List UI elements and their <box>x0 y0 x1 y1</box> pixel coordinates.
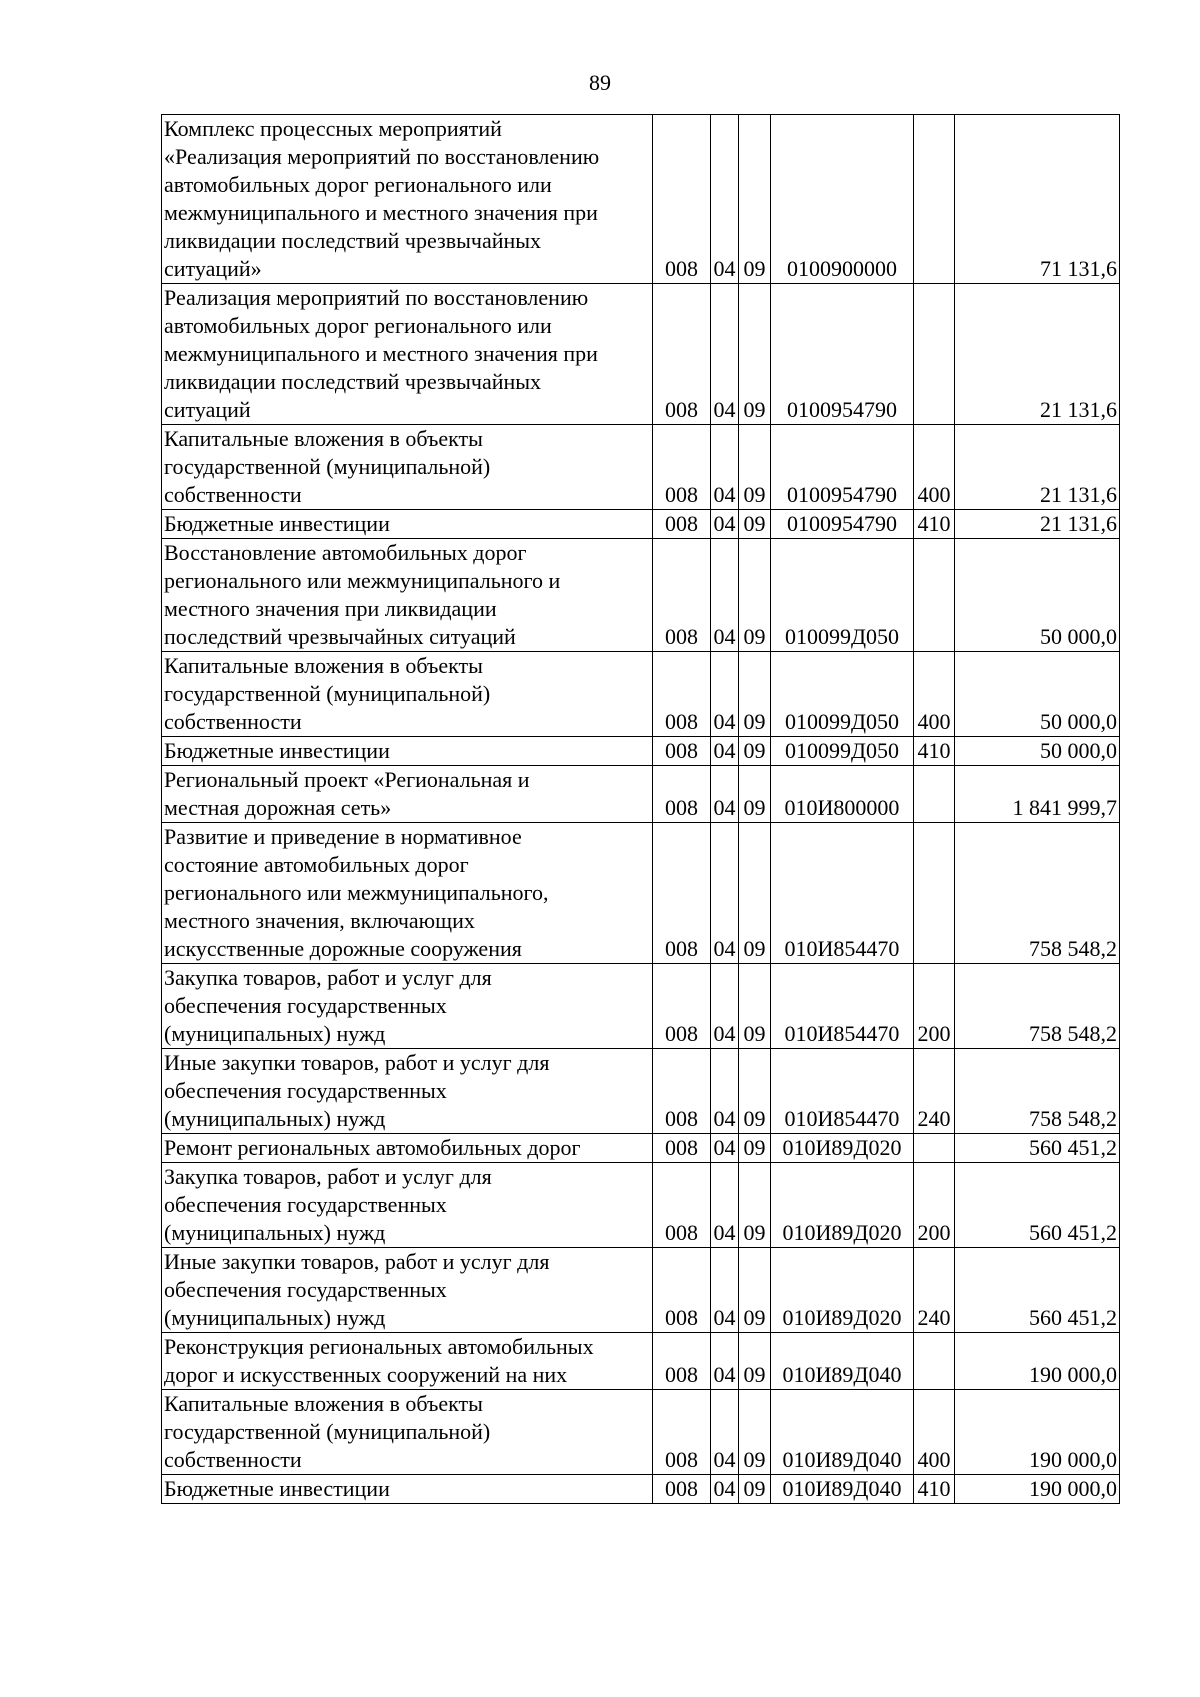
section-cell: 04 <box>711 284 739 425</box>
section-cell: 04 <box>711 510 739 539</box>
subsection-cell: 09 <box>739 1134 771 1163</box>
grbs-cell: 008 <box>653 425 711 510</box>
subsection-cell: 09 <box>739 1163 771 1248</box>
subsection-cell: 09 <box>739 284 771 425</box>
target-article-cell: 010И89Д040 <box>771 1475 914 1504</box>
target-article-cell: 010099Д050 <box>771 652 914 737</box>
page-number: 89 <box>589 70 611 95</box>
table-row <box>162 284 1120 425</box>
section-cell: 04 <box>711 1333 739 1390</box>
expense-type-cell: 400 <box>914 425 955 510</box>
grbs-cell: 008 <box>653 766 711 823</box>
target-article-cell: 0100954790 <box>771 284 914 425</box>
grbs-cell: 008 <box>653 1049 711 1134</box>
table-row <box>162 737 1120 766</box>
subsection-cell: 09 <box>739 539 771 652</box>
section-cell: 04 <box>711 1248 739 1333</box>
subsection-cell: 09 <box>739 115 771 284</box>
section-cell: 04 <box>711 1049 739 1134</box>
amount-cell: 560 451,2 <box>955 1248 1120 1333</box>
table-row <box>162 1049 1120 1134</box>
amount-cell: 560 451,2 <box>955 1163 1120 1248</box>
section-cell: 04 <box>711 823 739 964</box>
grbs-cell: 008 <box>653 1248 711 1333</box>
grbs-cell: 008 <box>653 115 711 284</box>
target-article-cell: 010И89Д020 <box>771 1134 914 1163</box>
subsection-cell: 09 <box>739 823 771 964</box>
expense-type-cell <box>914 823 955 964</box>
amount-cell: 21 131,6 <box>955 284 1120 425</box>
amount-cell: 758 548,2 <box>955 823 1120 964</box>
grbs-cell: 008 <box>653 1475 711 1504</box>
grbs-cell: 008 <box>653 737 711 766</box>
section-cell: 04 <box>711 1475 739 1504</box>
row-name-cell: Бюджетные инвестиции <box>162 737 653 766</box>
table-row <box>162 115 1120 284</box>
row-name-cell: Развитие и приведение в нормативное состояние автомобильных дорог регионального или межмуниципального, местного значения, включающих искусственные дорожные сооружения <box>162 823 653 964</box>
row-name-cell: Реализация мероприятий по восстановлению автомобильных дорог регионального или межмуниципального и местного значения при ликвидации последствий чрезвычайных ситуаций <box>162 284 653 425</box>
section-cell: 04 <box>711 1390 739 1475</box>
grbs-cell: 008 <box>653 823 711 964</box>
row-name-cell: Закупка товаров, работ и услуг для обеспечения государственных (муниципальных) нужд <box>162 1163 653 1248</box>
section-cell: 04 <box>711 1134 739 1163</box>
section-cell: 04 <box>711 652 739 737</box>
row-name-cell: Восстановление автомобильных дорог регионального или межмуниципального и местного значения при ликвидации последствий чрезвычайных ситуаций <box>162 539 653 652</box>
expense-type-cell <box>914 284 955 425</box>
grbs-cell: 008 <box>653 510 711 539</box>
grbs-cell: 008 <box>653 1390 711 1475</box>
expense-type-cell <box>914 115 955 284</box>
section-cell: 04 <box>711 737 739 766</box>
table-row <box>162 1475 1120 1504</box>
subsection-cell: 09 <box>739 964 771 1049</box>
amount-cell: 50 000,0 <box>955 737 1120 766</box>
subsection-cell: 09 <box>739 510 771 539</box>
subsection-cell: 09 <box>739 1390 771 1475</box>
subsection-cell: 09 <box>739 1049 771 1134</box>
table-row <box>162 510 1120 539</box>
subsection-cell: 09 <box>739 652 771 737</box>
expense-type-cell: 240 <box>914 1049 955 1134</box>
subsection-cell: 09 <box>739 425 771 510</box>
table-row <box>162 425 1120 510</box>
table-row <box>162 1333 1120 1390</box>
expense-type-cell: 240 <box>914 1248 955 1333</box>
amount-cell: 1 841 999,7 <box>955 766 1120 823</box>
grbs-cell: 008 <box>653 652 711 737</box>
amount-cell: 21 131,6 <box>955 510 1120 539</box>
table-row <box>162 1390 1120 1475</box>
section-cell: 04 <box>711 115 739 284</box>
amount-cell: 71 131,6 <box>955 115 1120 284</box>
target-article-cell: 010И854470 <box>771 1049 914 1134</box>
row-name-cell: Ремонт региональных автомобильных дорог <box>162 1134 653 1163</box>
table-row <box>162 1248 1120 1333</box>
expense-type-cell <box>914 539 955 652</box>
expense-type-cell: 200 <box>914 1163 955 1248</box>
target-article-cell: 010099Д050 <box>771 737 914 766</box>
amount-cell: 758 548,2 <box>955 964 1120 1049</box>
target-article-cell: 0100900000 <box>771 115 914 284</box>
grbs-cell: 008 <box>653 539 711 652</box>
row-name-cell: Закупка товаров, работ и услуг для обеспечения государственных (муниципальных) нужд <box>162 964 653 1049</box>
row-name-cell: Бюджетные инвестиции <box>162 1475 653 1504</box>
amount-cell: 560 451,2 <box>955 1134 1120 1163</box>
table-row <box>162 823 1120 964</box>
budget-table-body <box>162 115 1120 1504</box>
row-name-cell: Региональный проект «Региональная и местная дорожная сеть» <box>162 766 653 823</box>
amount-cell: 50 000,0 <box>955 652 1120 737</box>
table-row <box>162 964 1120 1049</box>
grbs-cell: 008 <box>653 1333 711 1390</box>
grbs-cell: 008 <box>653 1134 711 1163</box>
subsection-cell: 09 <box>739 1475 771 1504</box>
row-name-cell: Бюджетные инвестиции <box>162 510 653 539</box>
expense-type-cell <box>914 1134 955 1163</box>
expense-type-cell <box>914 766 955 823</box>
row-name-cell: Комплекс процессных мероприятий «Реализация мероприятий по восстановлению автомобильных дорог регионального или межмуниципального и местного значения при ликвидации последствий чрезвычайных ситуаций» <box>162 115 653 284</box>
section-cell: 04 <box>711 425 739 510</box>
budget-table <box>161 114 1120 1504</box>
amount-cell: 21 131,6 <box>955 425 1120 510</box>
section-cell: 04 <box>711 766 739 823</box>
target-article-cell: 010И89Д040 <box>771 1333 914 1390</box>
expense-type-cell: 410 <box>914 510 955 539</box>
amount-cell: 50 000,0 <box>955 539 1120 652</box>
expense-type-cell: 400 <box>914 652 955 737</box>
expense-type-cell: 400 <box>914 1390 955 1475</box>
target-article-cell: 010И89Д040 <box>771 1390 914 1475</box>
table-row <box>162 539 1120 652</box>
row-name-cell: Иные закупки товаров, работ и услуг для обеспечения государственных (муниципальных) нужд <box>162 1248 653 1333</box>
target-article-cell: 0100954790 <box>771 510 914 539</box>
subsection-cell: 09 <box>739 1248 771 1333</box>
row-name-cell: Капитальные вложения в объекты государственной (муниципальной) собственности <box>162 1390 653 1475</box>
expense-type-cell <box>914 1333 955 1390</box>
target-article-cell: 010И854470 <box>771 964 914 1049</box>
section-cell: 04 <box>711 1163 739 1248</box>
grbs-cell: 008 <box>653 1163 711 1248</box>
target-article-cell: 010099Д050 <box>771 539 914 652</box>
subsection-cell: 09 <box>739 766 771 823</box>
grbs-cell: 008 <box>653 284 711 425</box>
expense-type-cell: 200 <box>914 964 955 1049</box>
expense-type-cell: 410 <box>914 737 955 766</box>
expense-type-cell: 410 <box>914 1475 955 1504</box>
subsection-cell: 09 <box>739 1333 771 1390</box>
grbs-cell: 008 <box>653 964 711 1049</box>
amount-cell: 190 000,0 <box>955 1475 1120 1504</box>
table-row <box>162 766 1120 823</box>
subsection-cell: 09 <box>739 737 771 766</box>
target-article-cell: 010И800000 <box>771 766 914 823</box>
section-cell: 04 <box>711 539 739 652</box>
target-article-cell: 010И89Д020 <box>771 1163 914 1248</box>
row-name-cell: Реконструкция региональных автомобильных дорог и искусственных сооружений на них <box>162 1333 653 1390</box>
section-cell: 04 <box>711 964 739 1049</box>
amount-cell: 758 548,2 <box>955 1049 1120 1134</box>
amount-cell: 190 000,0 <box>955 1333 1120 1390</box>
table-row <box>162 1163 1120 1248</box>
table-row <box>162 1134 1120 1163</box>
table-row <box>162 652 1120 737</box>
target-article-cell: 0100954790 <box>771 425 914 510</box>
row-name-cell: Капитальные вложения в объекты государственной (муниципальной) собственности <box>162 425 653 510</box>
row-name-cell: Иные закупки товаров, работ и услуг для обеспечения государственных (муниципальных) нужд <box>162 1049 653 1134</box>
target-article-cell: 010И854470 <box>771 823 914 964</box>
row-name-cell: Капитальные вложения в объекты государственной (муниципальной) собственности <box>162 652 653 737</box>
amount-cell: 190 000,0 <box>955 1390 1120 1475</box>
target-article-cell: 010И89Д020 <box>771 1248 914 1333</box>
